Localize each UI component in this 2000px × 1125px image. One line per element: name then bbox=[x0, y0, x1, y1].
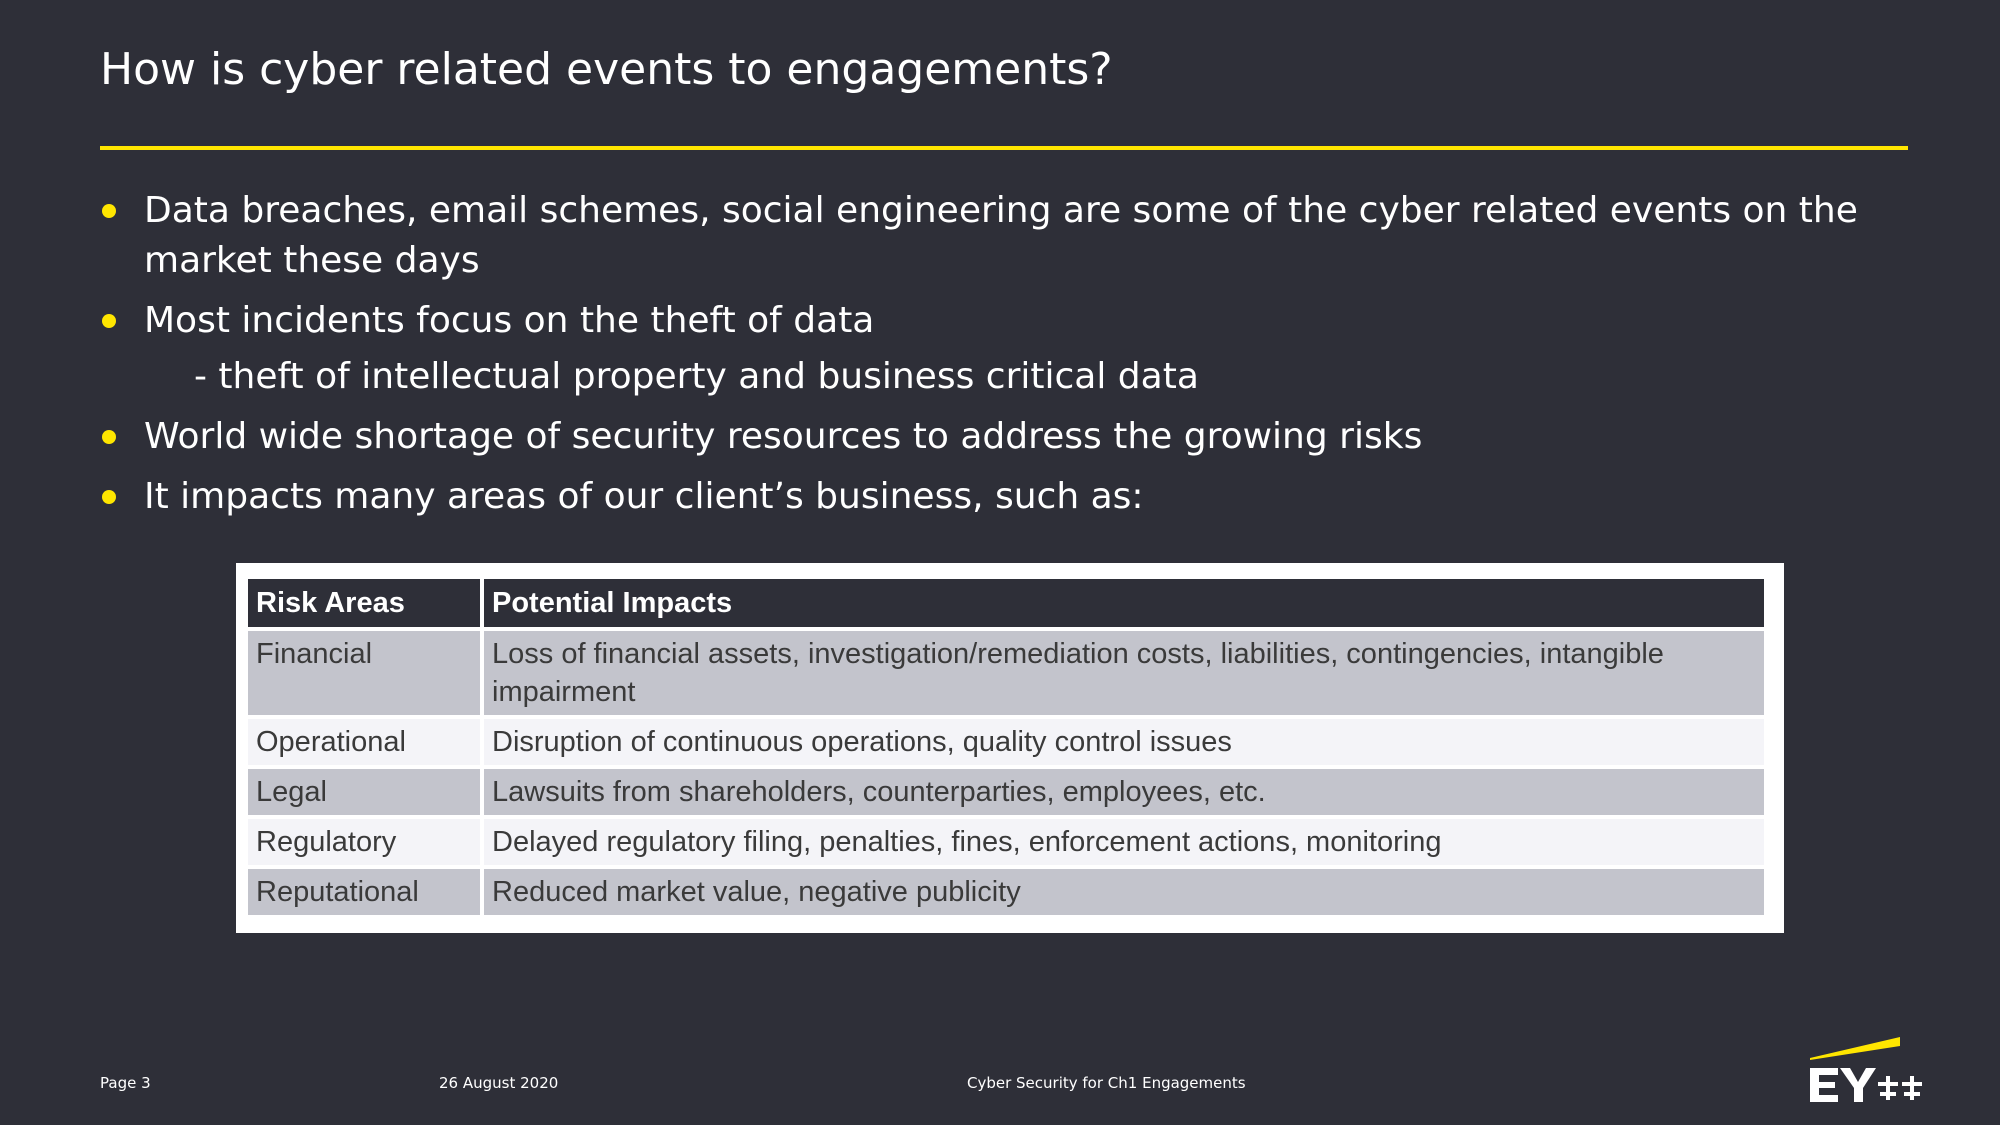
ey-logo-icon bbox=[1808, 1036, 1924, 1108]
bullet-item bbox=[100, 296, 1920, 346]
impact-cell: Reduced market value, negative publicity bbox=[484, 869, 1764, 915]
risk-table-panel bbox=[236, 563, 1784, 933]
table-header-row bbox=[248, 579, 1764, 627]
bullet-dot-icon bbox=[102, 314, 116, 328]
footer-date: 26 August 2020 bbox=[439, 1074, 559, 1092]
impact-cell: Loss of financial assets, investigation/remediation costs, liabilities, contingencies, intangible impairment bbox=[484, 631, 1764, 715]
footer-page-number: Page 3 bbox=[100, 1074, 151, 1092]
risk-area-cell: Legal bbox=[248, 769, 480, 815]
table-row bbox=[248, 819, 1764, 865]
bullet-dot-icon bbox=[102, 430, 116, 444]
header-risk-areas: Risk Areas bbox=[248, 579, 480, 627]
bullet-text: It impacts many areas of our client’s business, such as: bbox=[144, 476, 1144, 517]
risk-area-cell: Financial bbox=[248, 631, 480, 715]
table-row bbox=[248, 719, 1764, 765]
bullet-item bbox=[100, 412, 1920, 462]
risk-area-cell: Regulatory bbox=[248, 819, 480, 865]
bullet-item bbox=[100, 472, 1920, 522]
bullet-dot-icon bbox=[102, 490, 116, 504]
bullet-list bbox=[100, 186, 1920, 532]
bullet-subitem: - theft of intellectual property and business critical data bbox=[194, 356, 1199, 397]
risk-table bbox=[244, 575, 1768, 919]
bullet-text: Data breaches, email schemes, social engineering are some of the cyber related events on the market these days bbox=[144, 190, 1858, 281]
impact-cell: Lawsuits from shareholders, counterparties, employees, etc. bbox=[484, 769, 1764, 815]
bullet-text: World wide shortage of security resources to address the growing risks bbox=[144, 416, 1423, 457]
title-divider bbox=[100, 146, 1908, 150]
bullet-text: Most incidents focus on the theft of data bbox=[144, 300, 875, 341]
slide-title: How is cyber related events to engagements? bbox=[100, 44, 1113, 95]
logo-letters-icon bbox=[1810, 1068, 1922, 1102]
table-row bbox=[248, 869, 1764, 915]
bullet-item bbox=[100, 186, 1920, 286]
header-potential-impacts: Potential Impacts bbox=[484, 579, 1764, 627]
impact-cell: Delayed regulatory filing, penalties, fines, enforcement actions, monitoring bbox=[484, 819, 1764, 865]
table-row bbox=[248, 769, 1764, 815]
logo-beam-icon bbox=[1810, 1037, 1900, 1060]
footer-document-title: Cyber Security for Ch1 Engagements bbox=[967, 1074, 1246, 1092]
risk-area-cell: Operational bbox=[248, 719, 480, 765]
impact-cell: Disruption of continuous operations, quality control issues bbox=[484, 719, 1764, 765]
table-row bbox=[248, 631, 1764, 715]
risk-area-cell: Reputational bbox=[248, 869, 480, 915]
bullet-dot-icon bbox=[102, 204, 116, 218]
